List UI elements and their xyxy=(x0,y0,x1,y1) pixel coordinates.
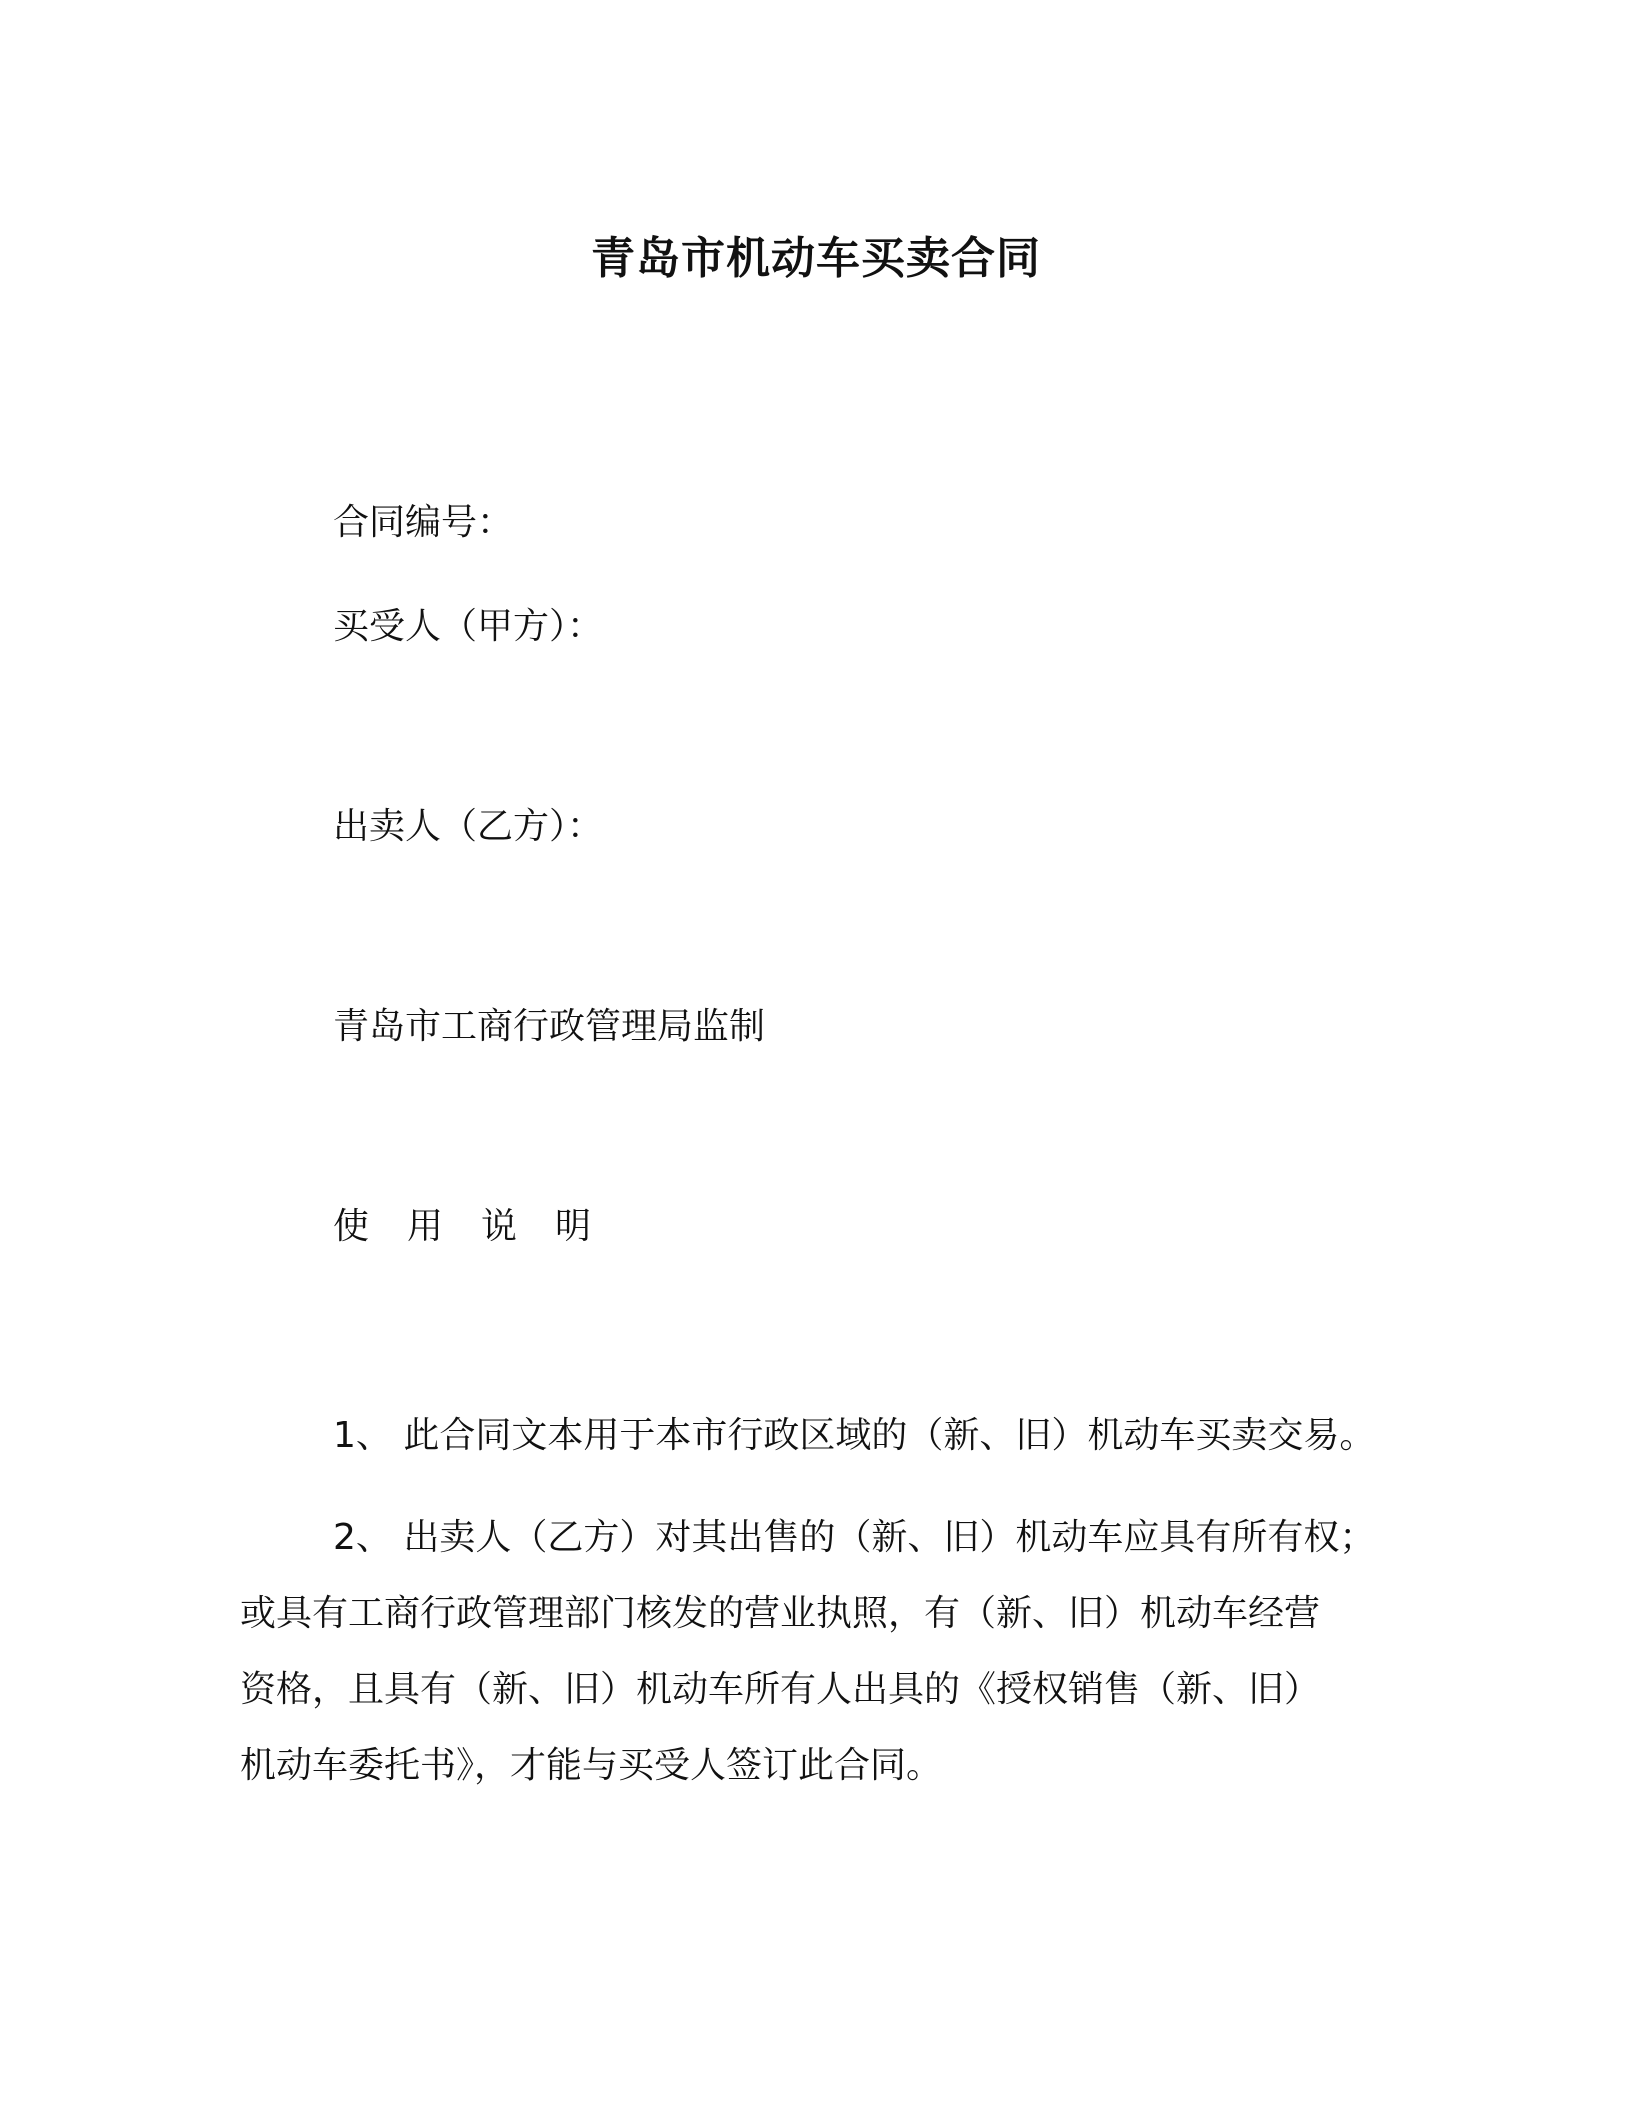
instruction-item-2-line-2: 或具有工商行政管理部门核发的营业执照，有（新、旧）机动车经营 xyxy=(240,1593,1321,1634)
buyer-label: 买受人（甲方）： xyxy=(333,606,604,647)
instruction-item-1 xyxy=(240,1398,1400,1474)
seller-label: 出卖人（乙方）： xyxy=(333,806,604,847)
page-title: 青岛市机动车买卖合同 xyxy=(591,233,1041,284)
supervisor-text: 青岛市工商行政管理局监制 xyxy=(333,1006,766,1047)
instruction-item-2-line-3: 资格，且具有（新、旧）机动车所有人出具的《授权销售（新、旧） xyxy=(240,1669,1321,1710)
instruction-item-2-line-4: 机动车委托书》，才能与买受人签订此合同。 xyxy=(240,1745,943,1786)
instruction-item-1-text: 1、 此合同文本用于本市行政区域的（新、旧）机动车买卖交易。 xyxy=(333,1415,1376,1456)
contract-number-label: 合同编号： xyxy=(333,502,514,543)
instruction-item-2-line-1: 2、 出卖人（乙方）对其出售的（新、旧）机动车应具有所有权； xyxy=(333,1517,1376,1558)
instructions-heading: 使用说明 xyxy=(333,1206,630,1247)
instruction-item-2 xyxy=(240,1500,1400,1804)
